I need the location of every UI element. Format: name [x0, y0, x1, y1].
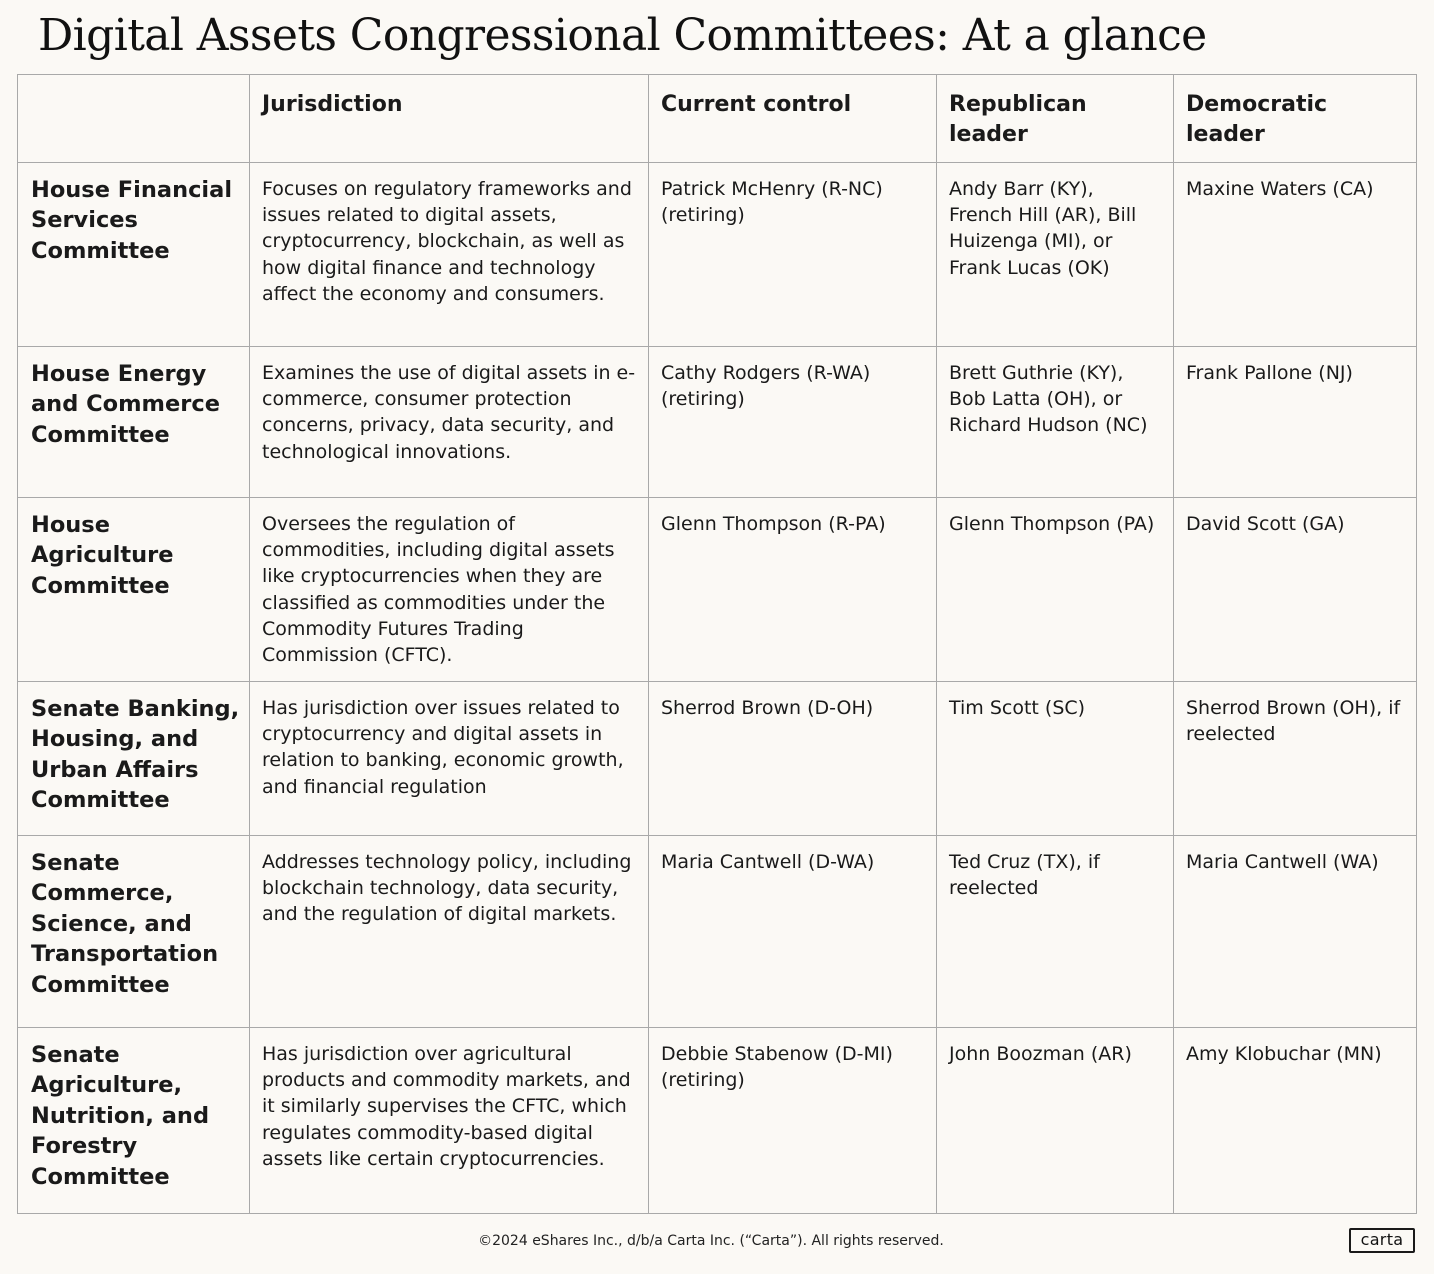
democratic-leader-cell: Maxine Waters (CA) [1174, 163, 1417, 347]
republican-leader-cell: Glenn Thompson (PA) [937, 498, 1174, 682]
current-control-cell: Debbie Stabenow (D-MI) (retiring) [649, 1028, 937, 1214]
current-control-cell: Glenn Thompson (R-PA) [649, 498, 937, 682]
carta-logo: carta [1349, 1228, 1415, 1253]
footer-copyright: ©2024 eShares Inc., d/b/a Carta Inc. (“Carta”). All rights reserved. [478, 1233, 944, 1249]
committee-name: House Agriculture Committee [18, 498, 250, 682]
page-title: Digital Assets Congressional Committees: At a glance [38, 10, 1207, 61]
current-control-cell: Cathy Rodgers (R-WA) (retiring) [649, 347, 937, 498]
committees-table [17, 74, 1417, 1214]
table-row [18, 498, 1417, 682]
header-committee [18, 75, 250, 163]
republican-leader-cell: John Boozman (AR) [937, 1028, 1174, 1214]
democratic-leader-cell: Sherrod Brown (OH), if reelected [1174, 682, 1417, 836]
jurisdiction-cell: Focuses on regulatory frameworks and issues related to digital assets, cryptocurrency, blockchain, as well as how digital finance and technology affect the economy and consumers. [250, 163, 649, 347]
table-row [18, 1028, 1417, 1214]
democratic-leader-cell: Frank Pallone (NJ) [1174, 347, 1417, 498]
democratic-leader-cell: David Scott (GA) [1174, 498, 1417, 682]
jurisdiction-cell: Has jurisdiction over agricultural products and commodity markets, and it similarly supervises the CFTC, which regulates commodity-based digital assets like certain cryptocurrencies. [250, 1028, 649, 1214]
header-republican-leader: Republican leader [937, 75, 1174, 163]
committee-name: House Financial Services Committee [18, 163, 250, 347]
republican-leader-cell: Andy Barr (KY), French Hill (AR), Bill Huizenga (MI), or Frank Lucas (OK) [937, 163, 1174, 347]
current-control-cell: Maria Cantwell (D-WA) [649, 836, 937, 1028]
table-row [18, 836, 1417, 1028]
header-current-control: Current control [649, 75, 937, 163]
jurisdiction-cell: Oversees the regulation of commodities, including digital assets like cryptocurrencies when they are classified as commodities under the Commodity Futures Trading Commission (CFTC). [250, 498, 649, 682]
republican-leader-cell: Tim Scott (SC) [937, 682, 1174, 836]
header-jurisdiction: Jurisdiction [250, 75, 649, 163]
jurisdiction-cell: Examines the use of digital assets in e-commerce, consumer protection concerns, privacy, data security, and technological innovations. [250, 347, 649, 498]
committee-name: Senate Banking, Housing, and Urban Affairs Committee [18, 682, 250, 836]
democratic-leader-cell: Maria Cantwell (WA) [1174, 836, 1417, 1028]
header-row [18, 75, 1417, 163]
democratic-leader-cell: Amy Klobuchar (MN) [1174, 1028, 1417, 1214]
committee-name: Senate Commerce, Science, and Transportation Committee [18, 836, 250, 1028]
table-row [18, 163, 1417, 347]
table-row [18, 682, 1417, 836]
committee-name: House Energy and Commerce Committee [18, 347, 250, 498]
table-row [18, 347, 1417, 498]
republican-leader-cell: Brett Guthrie (KY), Bob Latta (OH), or Richard Hudson (NC) [937, 347, 1174, 498]
header-democratic-leader: Democratic leader [1174, 75, 1417, 163]
committee-name: Senate Agriculture, Nutrition, and Forestry Committee [18, 1028, 250, 1214]
jurisdiction-cell: Addresses technology policy, including blockchain technology, data security, and the regulation of digital markets. [250, 836, 649, 1028]
current-control-cell: Patrick McHenry (R-NC) (retiring) [649, 163, 937, 347]
republican-leader-cell: Ted Cruz (TX), if reelected [937, 836, 1174, 1028]
jurisdiction-cell: Has jurisdiction over issues related to cryptocurrency and digital assets in relation to banking, economic growth, and financial regulation [250, 682, 649, 836]
current-control-cell: Sherrod Brown (D-OH) [649, 682, 937, 836]
